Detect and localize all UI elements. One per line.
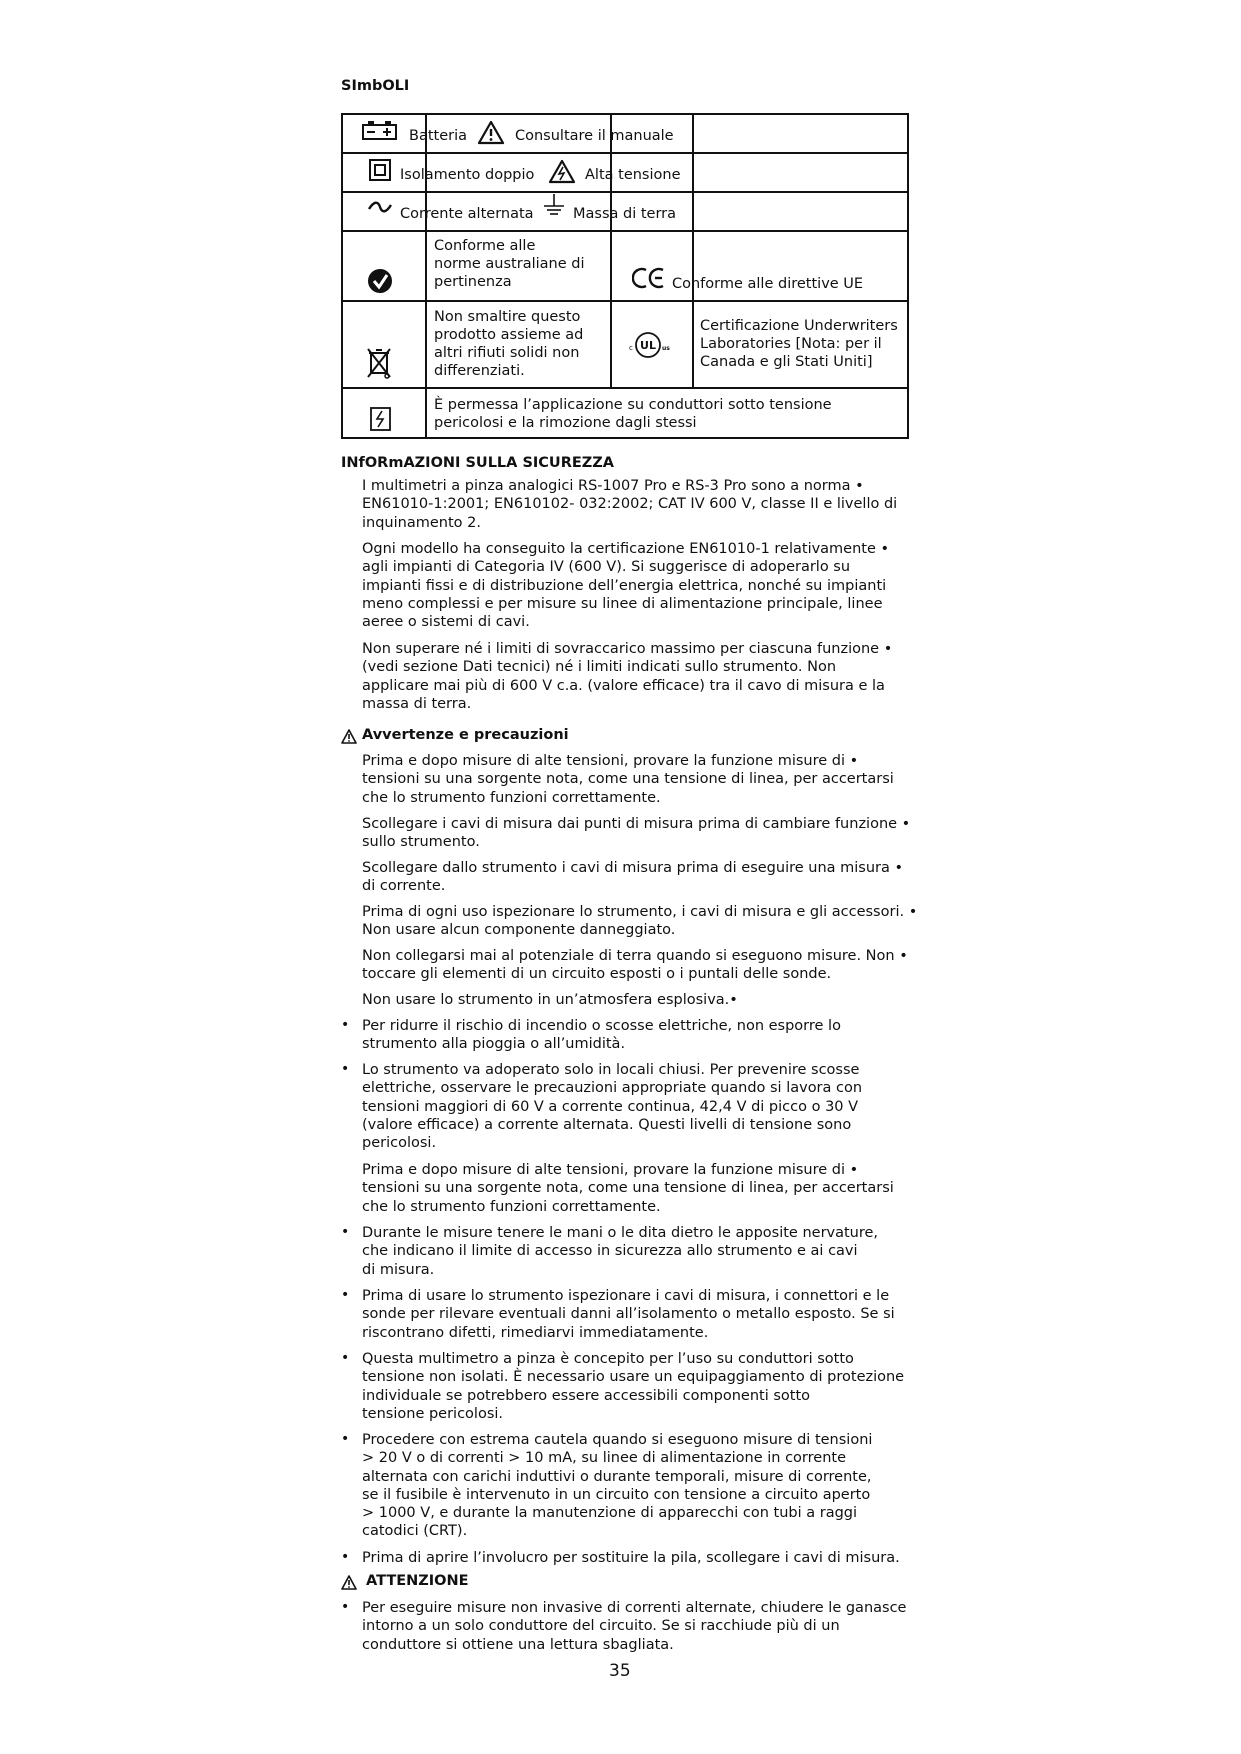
svg-text:UL: UL: [640, 339, 656, 352]
symbol-ul-line-3: Canada e gli Stati Uniti]: [700, 354, 873, 370]
symbol-ground-label: Massa di terra: [573, 206, 677, 222]
heading-attention: ATTENZIONE: [366, 1573, 469, 1589]
symbol-ul-line-2: Laboratories [Nota: per il: [700, 336, 882, 352]
warning-paragraph: Non collegarsi mai al potenziale di terra quando si eseguono misure. Non • toccare gli elementi di un circuito esposti o i puntali delle sonde.: [362, 948, 908, 983]
list-item: Questa multimetro a pinza è concepito per l’uso su conduttori sotto tensione non isolati. È necessario usare un equipaggiamento di protezione individuale se potrebbero essere accessibili componenti sotto tensione pericolosi.: [362, 1351, 905, 1422]
warning-icon: [477, 120, 505, 145]
heading-simboli: SImbOLI: [341, 78, 410, 94]
symbol-australian-line-3: pertinenza: [434, 274, 512, 290]
table-rule: [692, 115, 694, 387]
warning-paragraph: Scollegare i cavi di misura dai punti di misura prima di cambiare funzione • sullo strumento.: [362, 816, 911, 851]
bullet: •: [341, 1350, 350, 1366]
symbol-weee-line-3: altri rifiuti solidi non: [434, 345, 580, 361]
list-item: Per eseguire misure non invasive di correnti alternate, chiudere le ganasce intorno a un solo conduttore del circuito. Se si racchiude più di un conduttore si ottiene una lettura sbagliata.: [362, 1600, 907, 1653]
bullet: •: [341, 1017, 350, 1033]
australian-compliance-icon: [367, 268, 393, 294]
warning-paragraph: Scollegare dallo strumento i cavi di misura prima di eseguire una misura • di corrente.: [362, 860, 904, 895]
svg-text:us: us: [662, 345, 670, 352]
bullet: •: [341, 1224, 350, 1240]
table-rule: [610, 115, 612, 387]
symbol-australian-line-2: norme australiane di: [434, 256, 585, 272]
double-insulation-icon: [369, 159, 391, 181]
list-item: Per ridurre il rischio di incendio o scosse elettriche, non esporre lo strumento alla pioggia o all’umidità.: [362, 1018, 841, 1053]
table-rule: [343, 300, 907, 302]
page-number: 35: [609, 1661, 631, 1681]
symbol-weee-line-1: Non smaltire questo: [434, 309, 581, 325]
symbol-battery-label: Batteria: [409, 128, 467, 144]
warning-icon: [341, 729, 357, 744]
table-rule: [343, 191, 907, 193]
warning-icon: [341, 1575, 357, 1590]
list-item: Prima di aprire l’involucro per sostituire la pila, scollegare i cavi di misura.: [362, 1550, 900, 1566]
bullet: •: [341, 1061, 350, 1077]
safety-paragraph: I multimetri a pinza analogici RS-1007 Pro e RS-3 Pro sono a norma • EN61010-1:2001; EN610102- 032:2002; CAT IV 600 V, classe II e livello di inquinamento 2.: [362, 478, 898, 531]
warning-paragraph: Prima e dopo misure di alte tensioni, provare la funzione misure di • tensioni su una sorgente nota, come una tensione di linea, per accertarsi che lo strumento funzioni correttamente.: [362, 1162, 894, 1215]
bullet: •: [341, 1549, 350, 1565]
symbol-australian-line-1: Conforme alle: [434, 238, 536, 254]
weee-bin-icon: [366, 347, 392, 379]
battery-icon: [362, 121, 398, 141]
bullet: •: [341, 1431, 350, 1447]
symbol-double-insulation-label: Isolamento doppio: [400, 167, 535, 183]
heading-safety: INfORmAZIONI SULLA SICUREZZA: [341, 455, 615, 471]
table-rule: [425, 115, 427, 437]
symbol-ac-label: Corrente alternata: [400, 206, 534, 222]
ground-icon: [543, 194, 565, 218]
list-item: Procedere con estrema cautela quando si eseguono misure di tensioni > 20 V o di correnti > 10 mA, su linee di alimentazione in corrente alternata con carichi induttivi o durante temporali, misure di corrente, se il fusibile è intervenuto in un circuito con tensione a circuito aperto > 1000 V, e durante la manutenzione di apparecchi con tubi a raggi catodici (CRT).: [362, 1432, 873, 1540]
warning-paragraph: Prima di ogni uso ispezionare lo strumento, i cavi di misura e gli accessori. • Non usare alcun componente danneggiato.: [362, 904, 918, 939]
symbol-live-line-1: È permessa l’applicazione su conduttori sotto tensione: [434, 397, 832, 413]
ac-icon: [368, 201, 392, 213]
safety-paragraph: Non superare né i limiti di sovraccarico massimo per ciascuna funzione • (vedi sezione Dati tecnici) né i limiti indicati sullo strumento. Non applicare mai più di 600 V c.a. (valore efficace) tra il cavo di misura e la massa di terra.: [362, 641, 893, 712]
table-rule: [343, 152, 907, 154]
symbol-manual-label: Consultare il manuale: [515, 128, 674, 144]
list-item: Prima di usare lo strumento ispezionare i cavi di misura, i connettori e le sonde per rilevare eventuali danni all’isolamento o metallo esposto. Se si riscontrano difetti, rimediarvi immediatamente.: [362, 1288, 895, 1341]
safety-paragraph: Ogni modello ha conseguito la certificazione EN61010-1 relativamente • agli impianti di Categoria IV (600 V). Si suggerisce di adoperarlo su impianti fissi e di distribuzione dell’energia elettrica, nonché su impianti meno complessi e per misure su linee di alimentazione principale, linee aeree o sistemi di cavi.: [362, 541, 890, 631]
table-rule: [343, 387, 907, 389]
symbol-ul-line-1: Certificazione Underwriters: [700, 318, 898, 334]
high-voltage-icon: [548, 159, 576, 184]
live-work-icon: [370, 407, 391, 431]
list-item: Durante le misure tenere le mani o le dita dietro le apposite nervature, che indicano il limite di accesso in sicurezza allo strumento e ai cavi di misura.: [362, 1225, 879, 1278]
ul-mark-icon: [624, 330, 672, 360]
svg-text:c: c: [629, 344, 633, 352]
bullet: •: [341, 1599, 350, 1615]
heading-warnings: Avvertenze e precauzioni: [362, 727, 569, 743]
symbol-high-voltage-label: Alta tensione: [585, 167, 681, 183]
symbol-weee-line-4: differenziati.: [434, 363, 525, 379]
bullet: •: [341, 1287, 350, 1303]
warning-paragraph: Non usare lo strumento in un’atmosfera esplosiva.•: [362, 992, 738, 1008]
symbol-weee-line-2: prodotto assieme ad: [434, 327, 584, 343]
table-rule: [343, 230, 907, 232]
symbol-ce-label: Conforme alle direttive UE: [672, 276, 864, 292]
symbol-live-line-2: pericolosi e la rimozione dagli stessi: [434, 415, 697, 431]
ce-mark-icon: [632, 267, 666, 289]
warning-paragraph: Prima e dopo misure di alte tensioni, provare la funzione misure di • tensioni su una sorgente nota, come una tensione di linea, per accertarsi che lo strumento funzioni correttamente.: [362, 753, 894, 806]
list-item: Lo strumento va adoperato solo in locali chiusi. Per prevenire scosse elettriche, osservare le precauzioni appropriate quando si lavora con tensioni maggiori di 60 V a corrente continua, 42,4 V di picco o 30 V (valore efficace) a corrente alternata. Questi livelli di tensione sono pericolosi.: [362, 1062, 863, 1152]
